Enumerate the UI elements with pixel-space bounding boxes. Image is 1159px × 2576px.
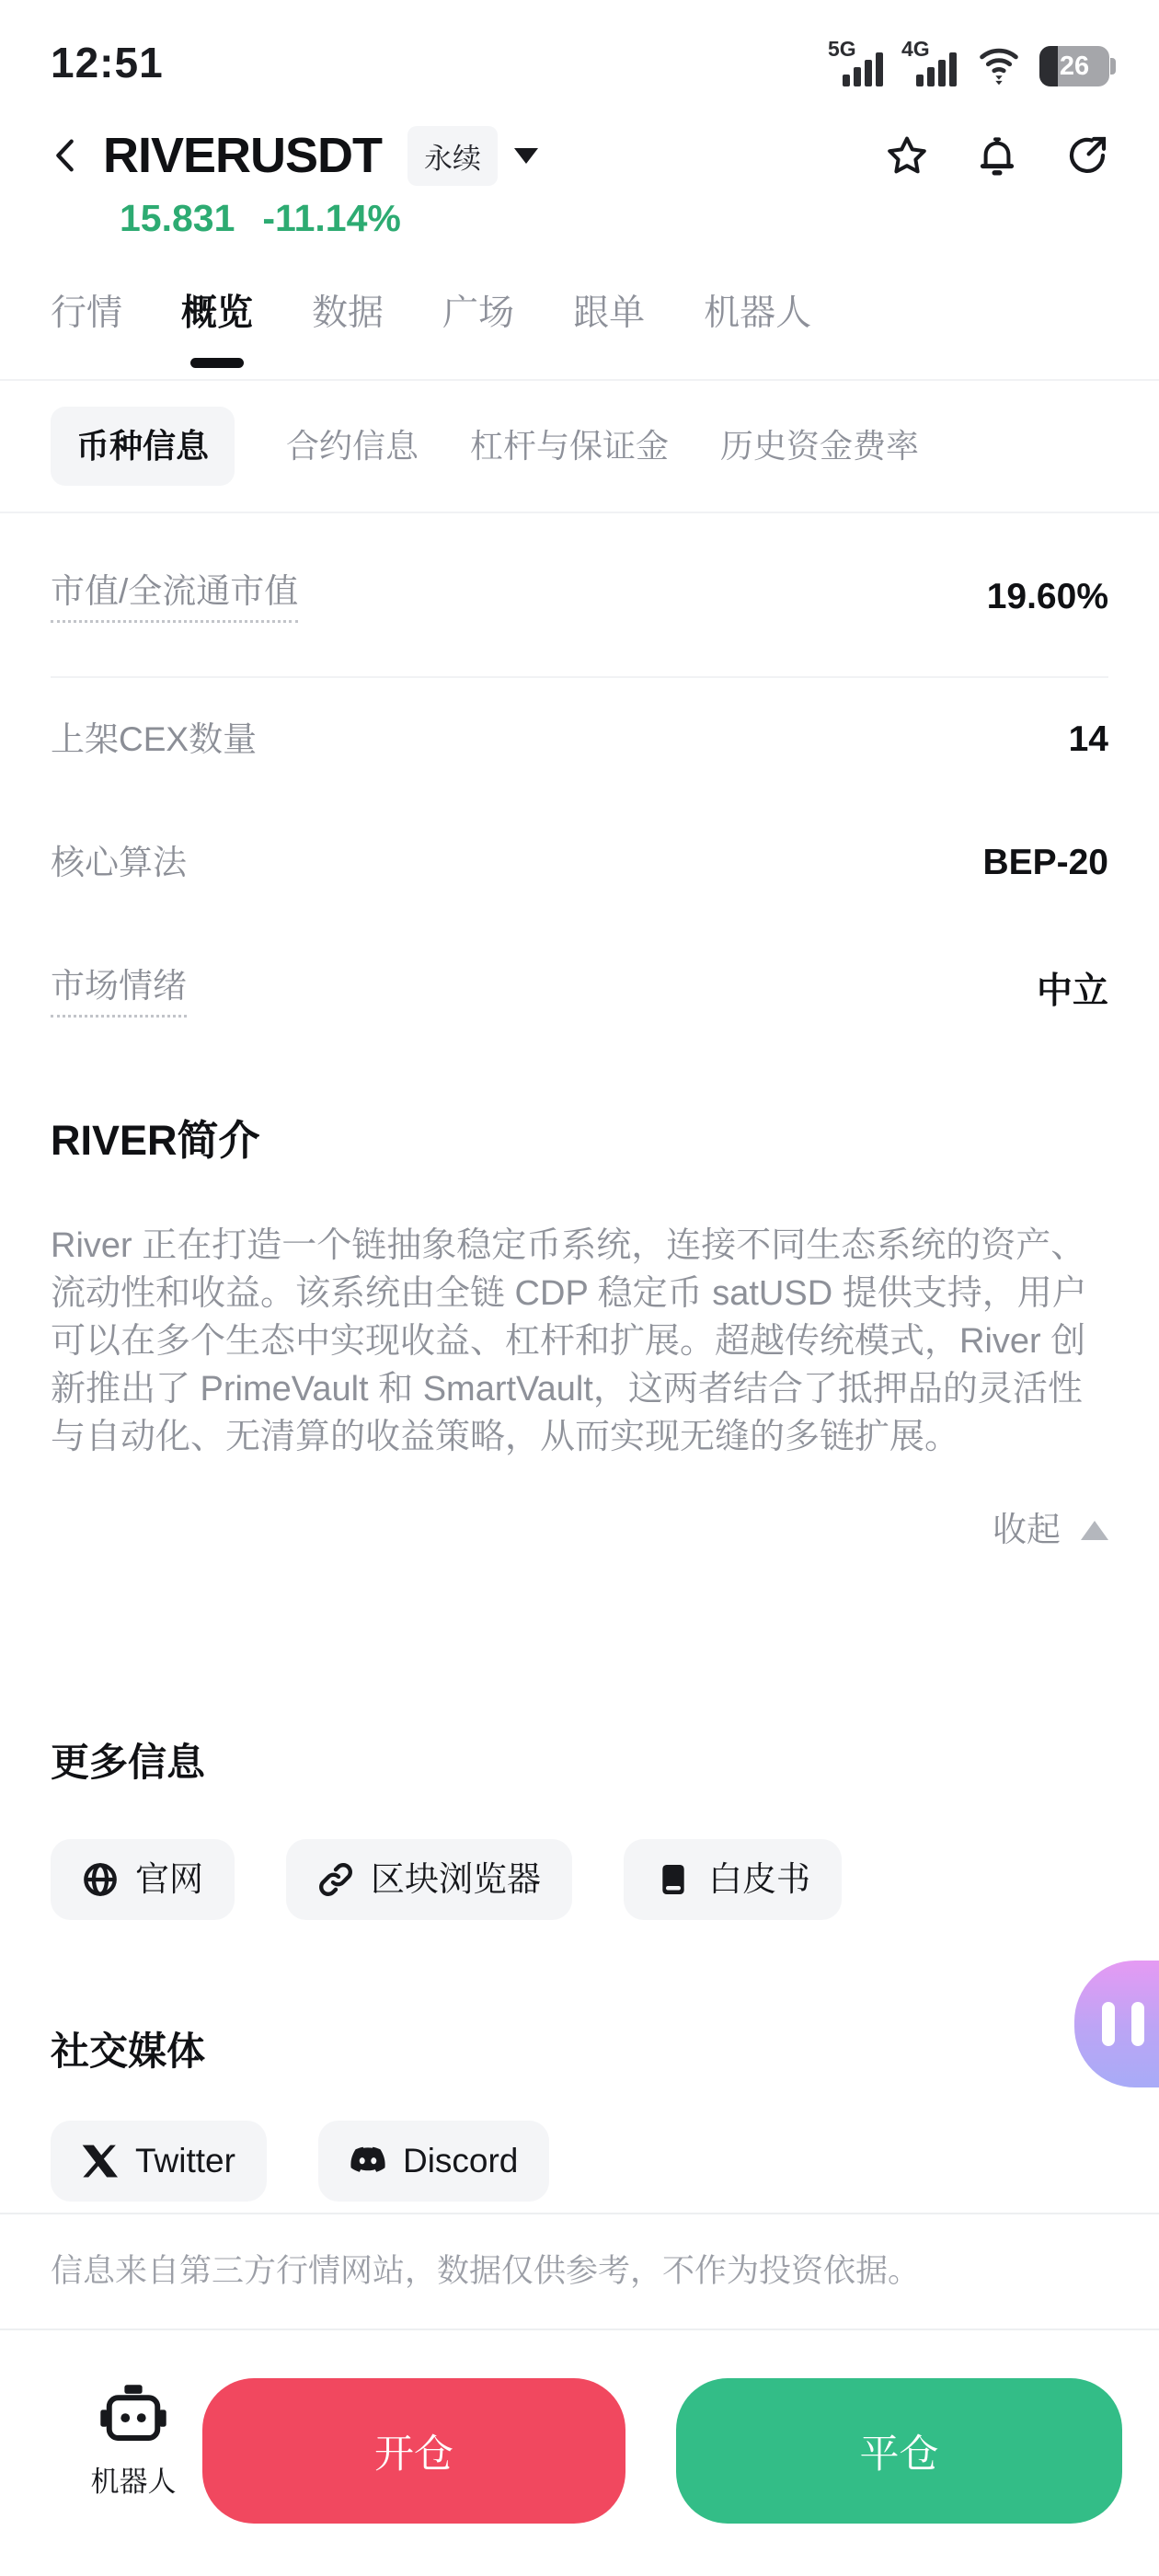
signal-5g-label: 5G	[828, 37, 856, 61]
tab-square[interactable]: 广场	[442, 293, 515, 333]
symbol-title: RIVERUSDT	[103, 128, 383, 183]
info-row-market-cap	[51, 528, 1108, 678]
alert-bell-icon[interactable]	[975, 133, 1019, 178]
open-position-button[interactable]: 开仓	[202, 2378, 625, 2524]
info-label-cex-count: 上架CEX数量	[51, 720, 258, 758]
bottom-action-bar	[0, 2332, 1159, 2576]
tab-market[interactable]: 行情	[51, 293, 123, 333]
last-price: 15.831	[120, 197, 235, 239]
about-title: RIVER简介	[51, 1117, 260, 1164]
status-time: 12:51	[51, 39, 164, 86]
globe-icon	[82, 1861, 119, 1898]
discord-icon	[350, 2143, 386, 2179]
main-tab-bar	[0, 293, 1159, 381]
collapse-toggle[interactable]	[51, 1509, 1108, 1551]
official-website-link[interactable]	[51, 1839, 235, 1920]
signal-5g-icon	[828, 37, 885, 88]
favorite-star-icon[interactable]	[885, 133, 929, 178]
whitepaper-icon	[655, 1861, 692, 1898]
info-row-algorithm	[51, 801, 1108, 925]
official-website-label: 官网	[135, 1860, 203, 1898]
tab-overview[interactable]: 概览	[181, 293, 253, 379]
subtab-funding-history[interactable]: 历史资金费率	[720, 427, 920, 465]
disclaimer-band	[0, 2213, 1159, 2330]
tab-data[interactable]: 数据	[312, 293, 384, 333]
link-icon	[317, 1861, 354, 1898]
subtab-leverage-margin[interactable]: 杠杆与保证金	[470, 427, 670, 465]
block-explorer-label: 区块浏览器	[371, 1860, 541, 1898]
social-media-title: 社交媒体	[51, 2030, 206, 2073]
share-icon[interactable]	[1065, 133, 1109, 178]
info-label-market-cap[interactable]: 市值/全流通市值	[51, 570, 298, 623]
info-value-cex-count: 14	[1068, 719, 1108, 759]
assistant-pause-bars-icon	[1102, 2002, 1115, 2046]
tab-copy-trading[interactable]: 跟单	[573, 293, 646, 333]
price-row	[120, 195, 1109, 241]
subtab-contract-info[interactable]: 合约信息	[286, 427, 419, 465]
back-chevron-icon	[44, 134, 86, 177]
back-button[interactable]	[44, 125, 86, 186]
social-media-section	[0, 2029, 1159, 2202]
disclaimer-text: 信息来自第三方行情网站，数据仅供参考，不作为投资依据。	[51, 2253, 921, 2289]
status-icons	[828, 37, 1109, 88]
wifi-icon	[975, 39, 1023, 86]
signal-4g-label: 4G	[901, 37, 930, 61]
tab-bots[interactable]: 机器人	[704, 293, 812, 333]
more-info-section	[0, 1740, 1159, 1920]
info-row-cex-count	[51, 678, 1108, 801]
price-change-percent: -11.14%	[262, 197, 401, 239]
info-label-sentiment[interactable]: 市场情绪	[51, 965, 187, 1018]
info-value-market-cap: 19.60%	[986, 576, 1108, 616]
trading-bot-label: 机器人	[90, 2466, 177, 2498]
whitepaper-label: 白皮书	[708, 1860, 810, 1898]
x-twitter-icon	[82, 2143, 119, 2179]
chevron-up-icon	[1081, 1521, 1108, 1540]
contract-type-badge[interactable]: 永续	[407, 126, 498, 186]
signal-4g-icon	[901, 37, 958, 88]
battery-percent: 26	[1059, 51, 1090, 81]
collapse-label: 收起	[993, 1511, 1061, 1548]
subtab-coin-info[interactable]: 币种信息	[51, 407, 235, 486]
twitter-label: Twitter	[135, 2142, 235, 2179]
about-section	[0, 1117, 1159, 1551]
coin-info-list	[0, 513, 1159, 1058]
signal-bars	[916, 52, 957, 86]
about-description: River 正在打造一个链抽象稳定币系统，连接不同生态系统的资产、流动性和收益。该系统由全链 CDP 稳定币 satUSD 提供支持，用户可以在多个生态中实现收益、杠杆和扩展。超越传统模式，River 创新推出了 PrimeVault 和 SmartVault，这两者结合了抵押品的灵活性与自动化、无清算的收益策略，从而实现无缝的多链扩展。	[51, 1226, 1087, 1456]
status-bar	[0, 0, 1159, 101]
sub-tab-bar	[0, 381, 1159, 513]
battery-icon	[1039, 46, 1109, 86]
signal-bars	[843, 52, 883, 86]
block-explorer-link[interactable]	[286, 1839, 572, 1920]
assistant-pause-bars-icon	[1131, 2002, 1144, 2046]
info-value-algorithm: BEP-20	[982, 843, 1108, 882]
trading-bot-button[interactable]	[64, 2380, 202, 2500]
chevron-down-icon[interactable]	[514, 148, 538, 164]
robot-icon	[95, 2380, 172, 2457]
whitepaper-link[interactable]	[624, 1839, 842, 1920]
twitter-link[interactable]	[51, 2121, 267, 2202]
discord-link[interactable]	[318, 2121, 549, 2202]
info-row-sentiment	[51, 925, 1108, 1058]
header	[0, 101, 1159, 241]
info-value-sentiment: 中立	[1036, 971, 1108, 1011]
more-info-title: 更多信息	[51, 1741, 206, 1784]
discord-label: Discord	[402, 2142, 519, 2179]
info-label-algorithm: 核心算法	[51, 844, 187, 881]
close-position-button[interactable]: 平仓	[676, 2378, 1122, 2524]
